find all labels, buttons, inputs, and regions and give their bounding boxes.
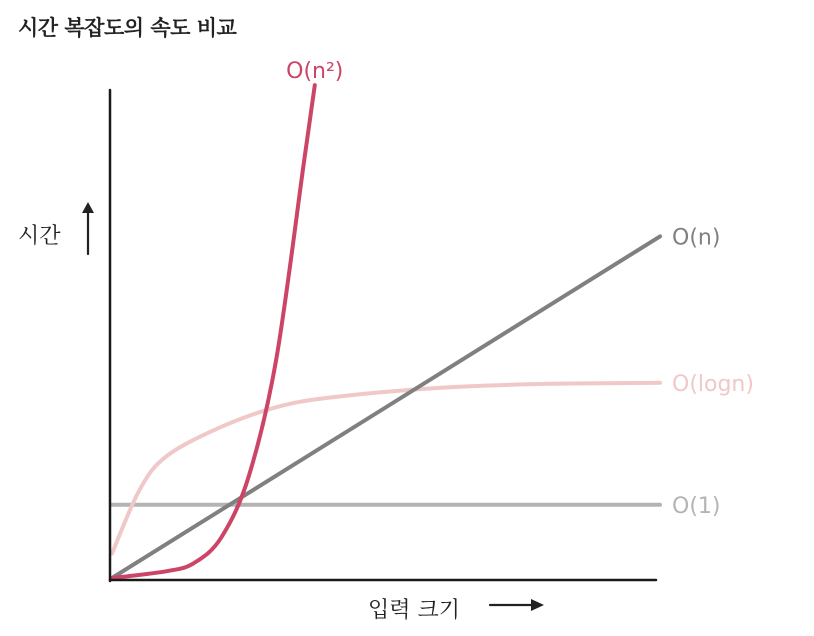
series-layer [112, 85, 660, 578]
series-label-o-n: O(n) [672, 225, 721, 251]
series-label-o-n: O(n²) [286, 59, 344, 84]
x-axis-arrow-icon [490, 599, 544, 611]
axes-layer [110, 90, 656, 581]
y-axis-label: 시간 [18, 224, 61, 249]
y-axis-arrow-icon [82, 202, 94, 254]
series-label-o-log-n: O(logn) [672, 371, 754, 397]
x-axis-label: 입력 크기 [368, 598, 461, 623]
series-line-o-n [112, 236, 660, 578]
series-label-o-1: O(1) [672, 493, 721, 519]
labels-layer [18, 59, 754, 623]
page-title: 시간 복잡도의 속도 비교 [18, 16, 237, 40]
